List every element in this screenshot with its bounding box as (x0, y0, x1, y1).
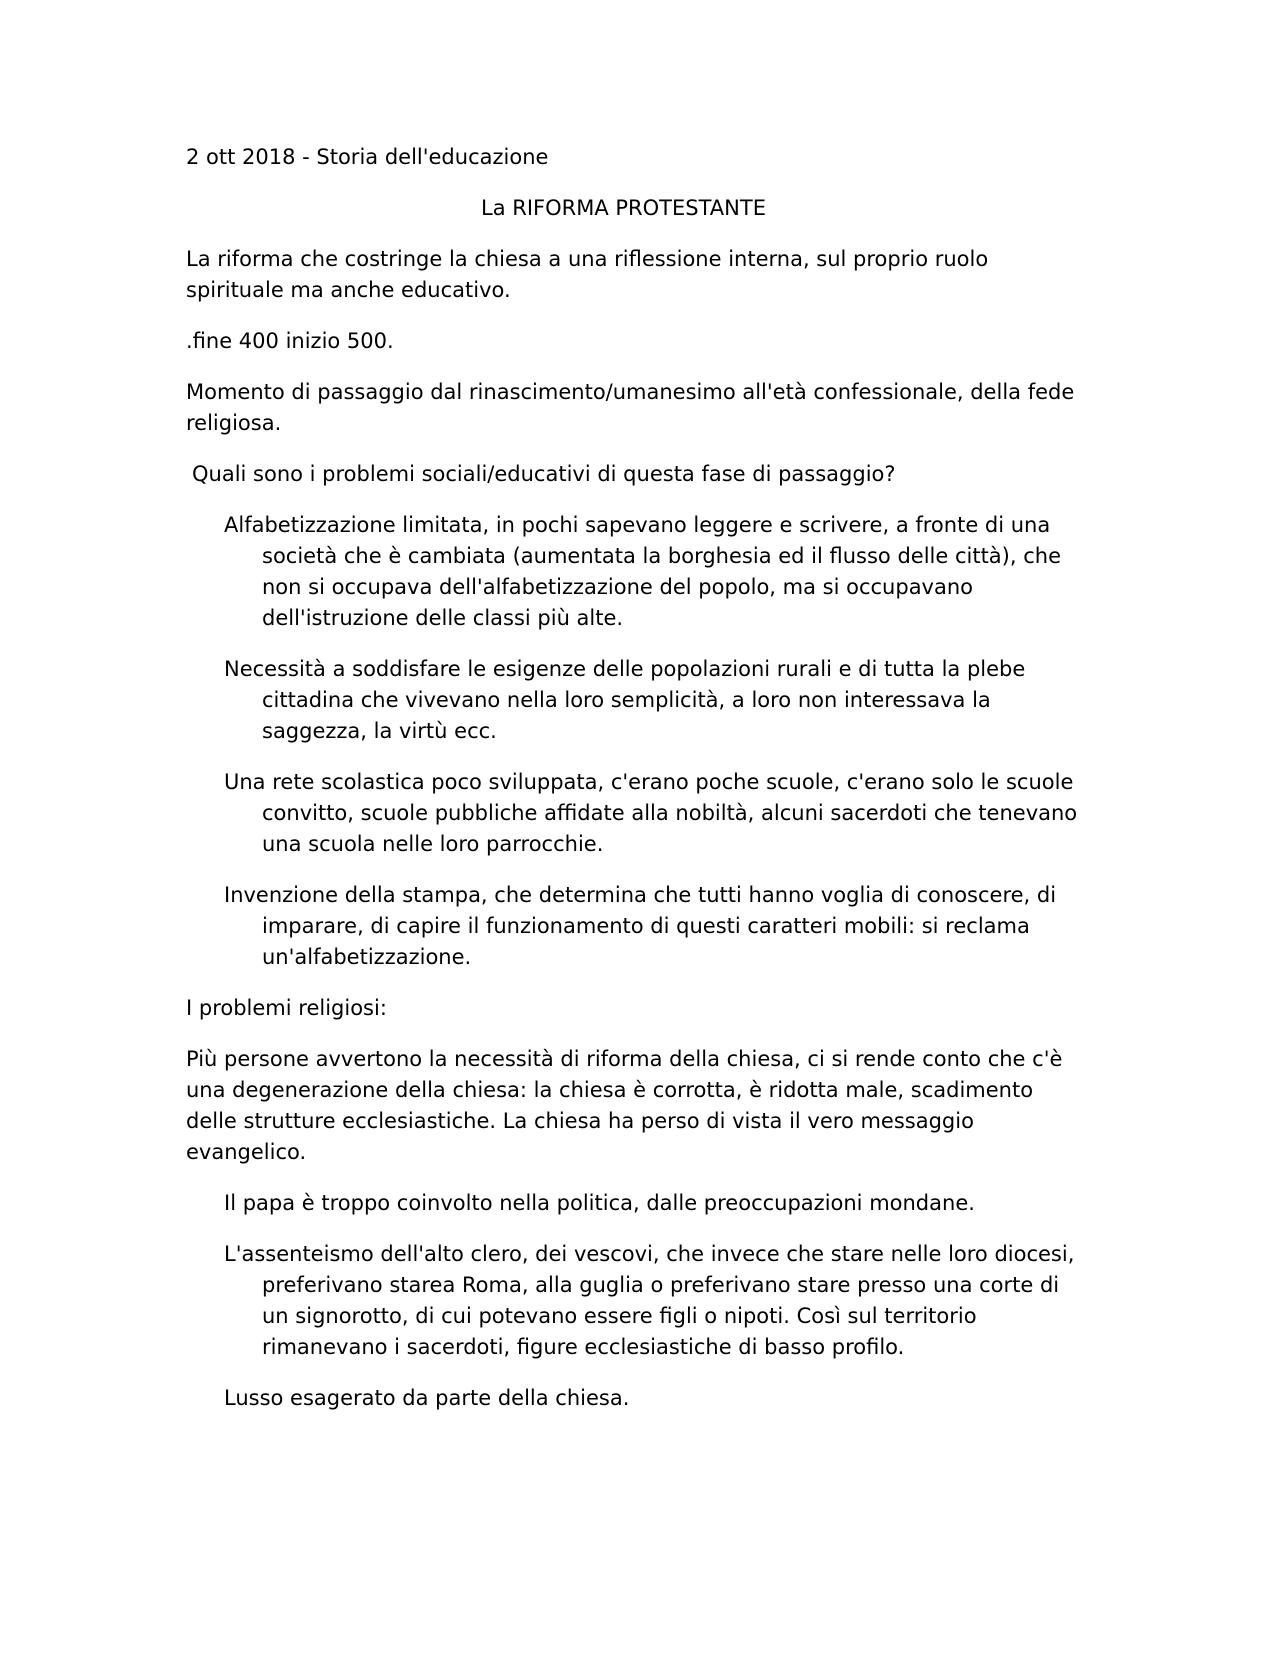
list-item: Il papa è troppo coinvolto nella politica, dalle preoccupazioni mondane. (224, 1191, 975, 1215)
religious-intro-paragraph: Più persone avvertono la necessità di riforma della chiesa, ci si rende conto che c'è una degenerazione della chiesa: la chiesa è corrotta, è ridotta male, scadimento delle strutture ecclesiastiche. La chiesa ha perso di vista il vero messaggio evangelico. (186, 1047, 1063, 1164)
document-page (186, 142, 1086, 1434)
question-paragraph: Quali sono i problemi sociali/educativi di questa fase di passaggio? (192, 462, 896, 486)
list-item: Lusso esagerato da parte della chiesa. (224, 1386, 630, 1410)
list-item: L'assenteismo dell'alto clero, dei vescovi, che invece che stare nelle loro diocesi, preferivano starea Roma, alla guglia o preferivano stare presso una corte di un signorotto, di cui potevano essere figli o nipoti. Così sul territorio rimanevano i sacerdoti, figure ecclesiastiche di basso profilo. (224, 1242, 1075, 1359)
religious-problems-list (186, 1188, 1086, 1414)
transition-paragraph: Momento di passaggio dal rinascimento/umanesimo all'età confessionale, della fede religiosa. (186, 380, 1075, 435)
list-item: Una rete scolastica poco sviluppata, c'erano poche scuole, c'erano solo le scuole convitto, scuole pubbliche affidate alla nobiltà, alcuni sacerdoti che tenevano una scuola nelle loro parrocchie. (224, 770, 1078, 856)
list-item: Alfabetizzazione limitata, in pochi sapevano leggere e scrivere, a fronte di una società che è cambiata (aumentata la borghesia ed il flusso delle città), che non si occupava dell'alfabetizzazione del popolo, ma si occupavano dell'istruzione delle classi più alte. (224, 513, 1061, 630)
list-item: Invenzione della stampa, che determina che tutti hanno voglia di conoscere, di imparare, di capire il funzionamento di questi caratteri mobili: si reclama un'alfabetizzazione. (224, 883, 1057, 969)
document-header: 2 ott 2018 - Storia dell'educazione (186, 145, 549, 169)
social-problems-list (186, 510, 1086, 973)
list-item: Necessità a soddisfare le esigenze delle popolazioni rurali e di tutta la plebe cittadina che vivevano nella loro semplicità, a loro non interessava la saggezza, la virtù ecc. (224, 657, 1026, 743)
religious-heading: I problemi religiosi: (186, 996, 387, 1020)
period-paragraph: .fine 400 inizio 500. (186, 329, 394, 353)
document-title: La RIFORMA PROTESTANTE (481, 196, 766, 220)
intro-paragraph: La riforma che costringe la chiesa a una riflessione interna, sul proprio ruolo spirituale ma anche educativo. (186, 247, 989, 302)
